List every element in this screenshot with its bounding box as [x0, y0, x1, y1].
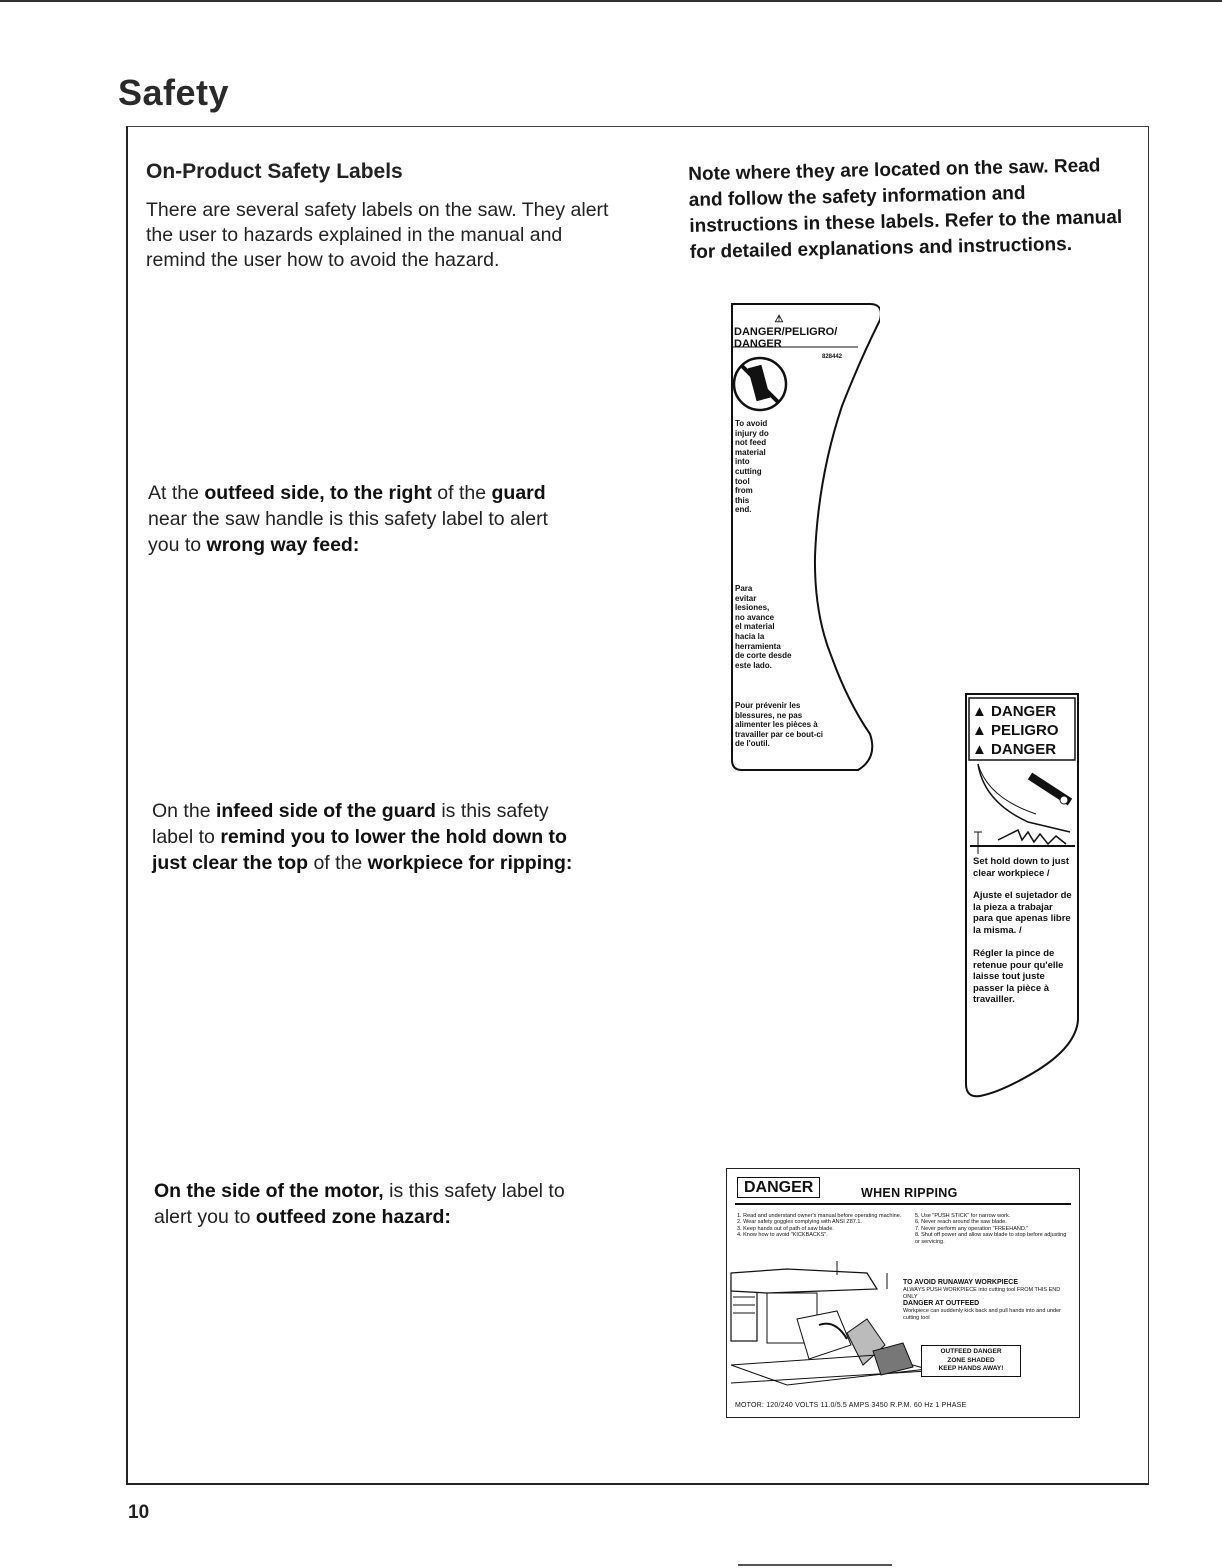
- label3-when-ripping: WHEN RIPPING: [861, 1186, 958, 1200]
- rule-item: 7. Never perform any operation "FREEHAND.": [915, 1225, 1029, 1232]
- infeed-paragraph: On the infeed side of the guard is this safety label to remind you to lower the hold down to just clear the top of the workpiece for ripping:: [152, 800, 573, 874]
- label1-spanish: Para evitar lesiones, no avance el material hacia la herramienta de corte desde este lado.: [735, 584, 792, 670]
- top-rule: [0, 0, 1222, 2]
- rule-item: 1. Read and understand owner's manual before operating machine.: [737, 1213, 902, 1219]
- label2-danger-lines: ▲ DANGER ▲ PELIGRO ▲ DANGER: [972, 703, 1059, 758]
- warning-triangle-icon: ▲: [972, 703, 987, 720]
- rule-item: 4. Know how to avoid "KICKBACKS".: [737, 1232, 828, 1239]
- outfeed-paragraph: At the outfeed side, to the right of the guard near the saw handle is this safety label to alert you to wrong way feed:: [148, 482, 548, 556]
- warning-triangle-icon: ▲: [972, 741, 987, 758]
- rule-item: 6. Never reach around the saw blade.: [915, 1219, 1007, 1226]
- hold-down-label: [958, 690, 1084, 1100]
- label1-french: Pour prévenir les blessures, ne pas alimenter les pièces à travailler par ce bout-ci de l'outil.: [735, 701, 824, 749]
- section-heading: On-Product Safety Labels: [146, 160, 403, 183]
- label2-french: Régler la pince de retenue pour qu'elle laisse tout juste passer la pièce à travailler.: [973, 948, 1064, 1006]
- label3-motor-specs: MOTOR: 120/240 VOLTS 11.0/5.5 AMPS 3450 R.P.M. 60 Hz 1 PHASE: [735, 1402, 967, 1409]
- label1-header: ⚠ DANGER/PELIGRO/ DANGER: [734, 314, 838, 350]
- label1-english: To avoid injury do not feed material into cutting tool from this end.: [735, 419, 769, 515]
- when-ripping-label: [726, 1168, 1080, 1418]
- page-title: Safety: [118, 72, 230, 113]
- footer-rule: [738, 1564, 892, 1566]
- note-text: Note where they are located on the saw. Read and follow the safety information and instructions in these labels. Refer to the manual for detailed explanations and instructions.: [688, 155, 1123, 263]
- warning-triangle-icon: ⚠: [774, 314, 784, 325]
- warning-triangle-icon: ▲: [972, 722, 987, 739]
- label1-code: 828442: [822, 354, 843, 360]
- rule-item: 5. Use "PUSH STICK" for narrow work.: [915, 1213, 1011, 1219]
- label3-danger: DANGER: [737, 1177, 820, 1198]
- label2-english: Set hold down to just clear workpiece /: [973, 856, 1070, 879]
- page-number: 10: [128, 1502, 150, 1523]
- wrong-way-feed-label: [720, 298, 880, 776]
- label3-outfeed-box: OUTFEED DANGER ZONE SHADED KEEP HANDS AWAY!: [921, 1345, 1021, 1377]
- label2-spanish: Ajuste el sujetador de la pieza a trabajar para que apenas libre la misma. /: [973, 890, 1072, 936]
- motor-paragraph: On the side of the motor, is this safety label to alert you to outfeed zone hazard:: [154, 1180, 565, 1228]
- rule-item: 8. Shut off power and allow saw blade to stop before adjusting or servicing.: [915, 1232, 1067, 1245]
- intro-text: There are several safety labels on the saw. They alert the user to hazards explained in the manual and remind the user how to avoid the hazard.: [146, 199, 609, 271]
- rule-item: 3. Keep hands out of path of saw blade.: [737, 1225, 834, 1232]
- rule-item: 2. Wear safety goggles complying with ANSI Z87.1.: [737, 1219, 862, 1226]
- label3-runaway-outfeed: TO AVOID RUNAWAY WORKPIECE ALWAYS PUSH WORKPIECE into cutting tool FROM THIS END ONLY DANGER AT OUTFEED Workpiece can suddenly kick back and pull hands into and under cutting tool: [903, 1279, 1061, 1321]
